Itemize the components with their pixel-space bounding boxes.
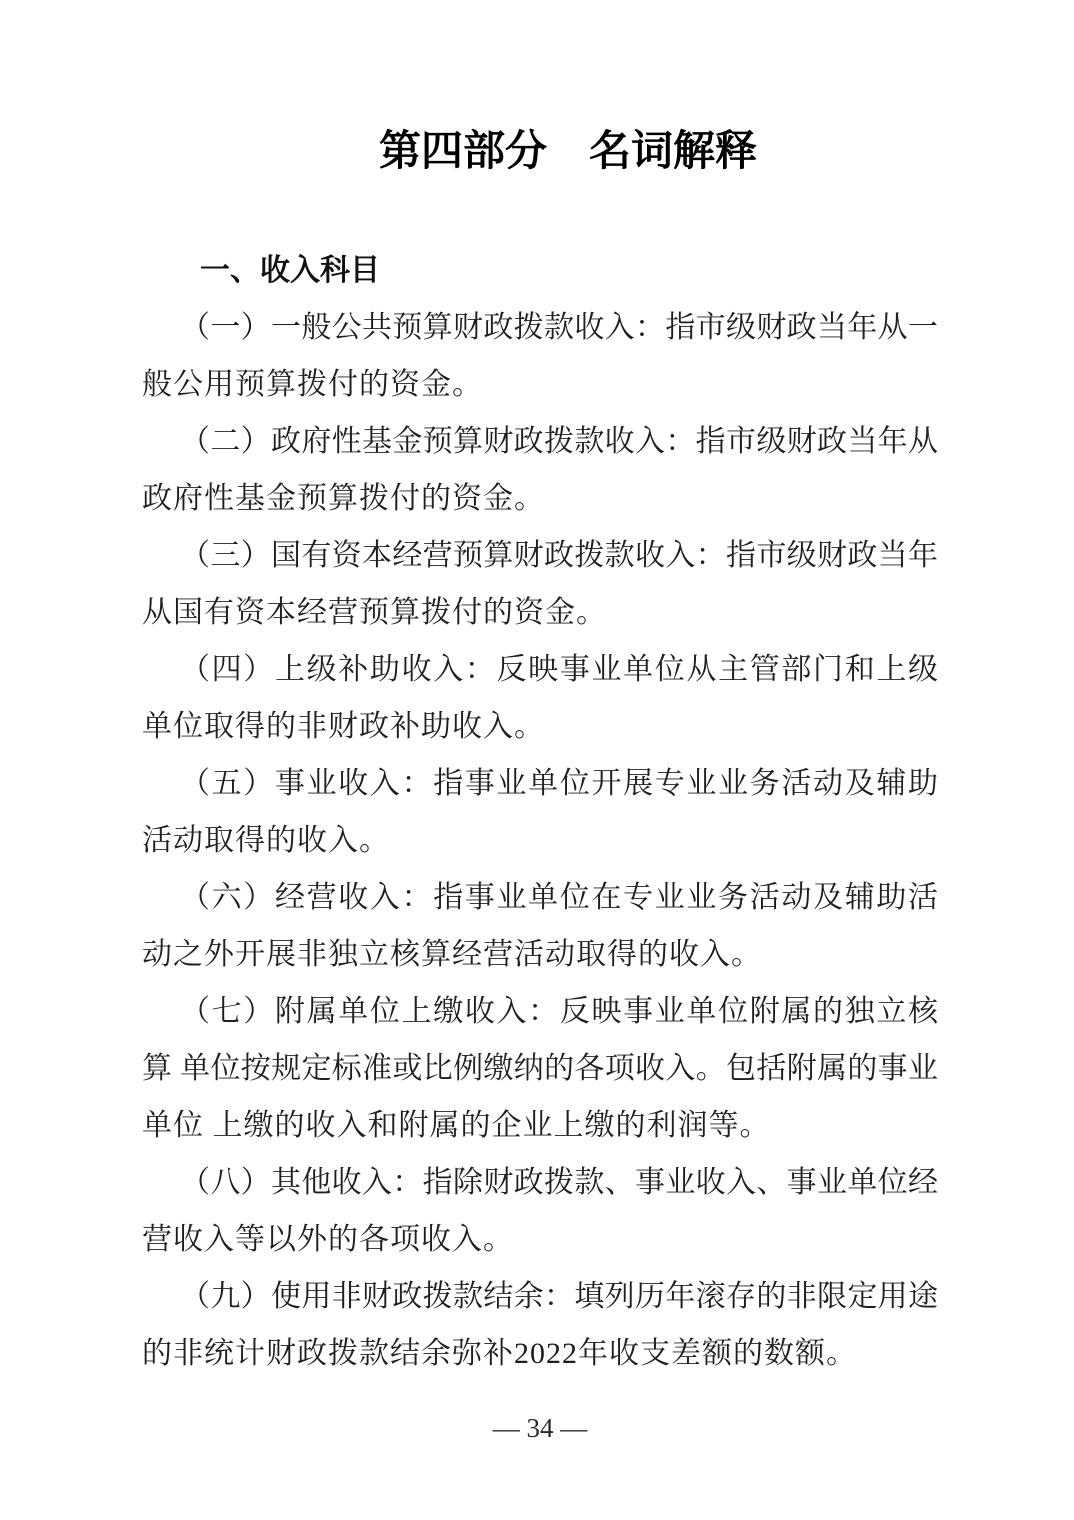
paragraph xyxy=(142,755,938,869)
paragraph xyxy=(142,641,938,755)
paragraph-line: 从国有资本经营预算拨付的资金。 xyxy=(142,596,607,629)
paragraph xyxy=(142,1268,938,1382)
paragraph-line: 算 单位按规定标准或比例缴纳的各项收入。包括附属的事业 xyxy=(142,1052,938,1085)
paragraph-line: 单位 上缴的收入和附属的企业上缴的利润等。 xyxy=(142,1109,771,1142)
page-number: — 34 — xyxy=(492,1413,588,1443)
paragraph-line: （二）政府性基金预算财政拨款收入：指市级财政当年从 xyxy=(180,425,938,458)
paragraph xyxy=(142,413,938,527)
paragraph-line: 活动取得的收入。 xyxy=(142,824,390,857)
paragraph xyxy=(142,1154,938,1268)
paragraph-line: （七）附属单位上缴收入：反映事业单位附属的独立核 xyxy=(180,995,938,1028)
paragraph-line: 单位取得的非财政补助收入。 xyxy=(142,710,545,743)
paragraph xyxy=(142,527,938,641)
paragraph-line: 动之外开展非独立核算经营活动取得的收入。 xyxy=(142,938,762,971)
paragraph-line: （一）一般公共预算财政拨款收入：指市级财政当年从一 xyxy=(180,311,938,344)
paragraph xyxy=(142,299,938,413)
paragraph-line: 的非统计财政拨款结余弥补2022年收支差额的数额。 xyxy=(142,1337,857,1370)
paragraph-line: （八）其他收入：指除财政拨款、事业收入、事业单位经 xyxy=(180,1166,938,1199)
paragraph-line: 政府性基金预算拨付的资金。 xyxy=(142,482,545,515)
paragraph-line: 营收入等以外的各项收入。 xyxy=(142,1223,514,1256)
paragraph xyxy=(142,869,938,983)
document-title: 第四部分 名词解释 xyxy=(378,129,757,175)
section-heading: 一、收入科目 xyxy=(200,254,380,287)
paragraph xyxy=(142,983,938,1154)
paragraph-line: （六）经营收入：指事业单位在专业业务活动及辅助活 xyxy=(180,881,938,914)
paragraph-line: （四）上级补助收入：反映事业单位从主管部门和上级 xyxy=(180,653,938,686)
paragraph-line: （九）使用非财政拨款结余：填列历年滚存的非限定用途 xyxy=(180,1280,938,1313)
paragraph-line: （三）国有资本经营预算财政拨款收入：指市级财政当年 xyxy=(180,539,938,572)
paragraph-line: （五）事业收入：指事业单位开展专业业务活动及辅助 xyxy=(180,767,938,800)
paragraph-line: 般公用预算拨付的资金。 xyxy=(142,368,483,401)
